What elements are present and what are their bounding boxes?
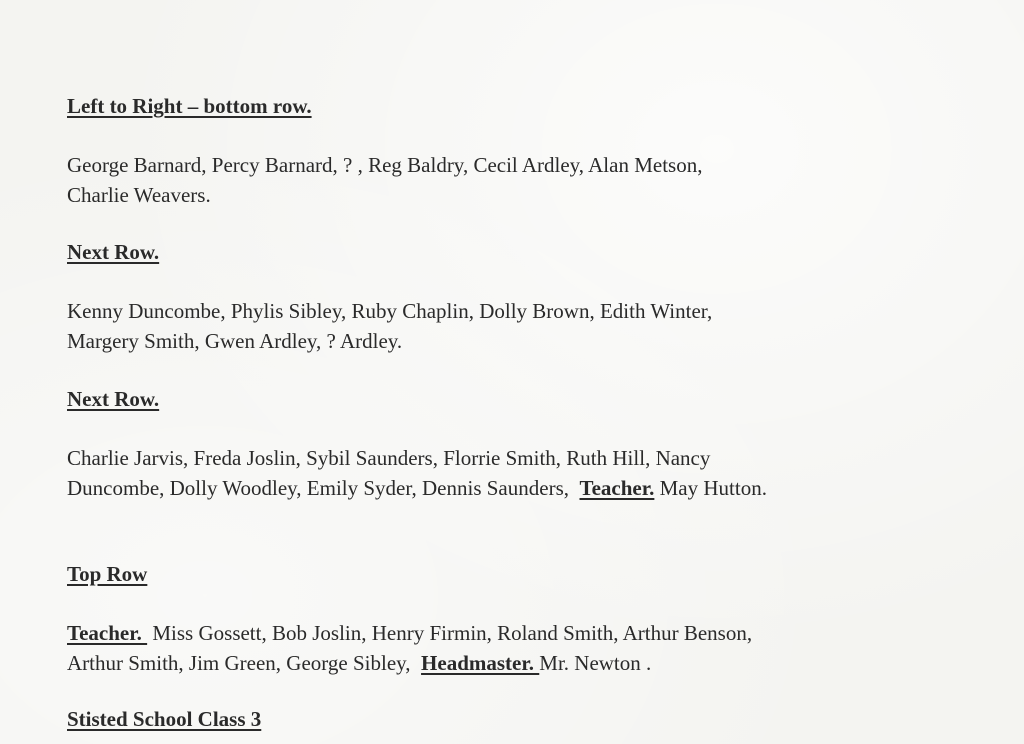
names-line xyxy=(67,473,947,503)
names-line: Kenny Duncombe, Phylis Sibley, Ruby Chaplin, Dolly Brown, Edith Winter, xyxy=(67,299,713,323)
section-heading-next-row-1: Next Row. xyxy=(67,240,160,264)
names-line xyxy=(67,618,947,648)
section-names-bottom-row xyxy=(67,150,947,210)
names-text: Duncombe, Dolly Woodley, Emily Syder, Dennis Saunders, xyxy=(67,476,580,500)
section-heading-next-row-2: Next Row. xyxy=(67,387,160,411)
footer-heading: Stisted School Class 3 xyxy=(67,707,262,731)
section-heading-top-row: Top Row xyxy=(67,562,148,586)
teacher-label: Teacher. xyxy=(67,621,148,645)
names-line: Charlie Weavers. xyxy=(67,183,211,207)
section-names-next-row-2 xyxy=(67,443,947,503)
section-names-next-row-1 xyxy=(67,296,947,356)
names-line xyxy=(67,648,947,678)
names-line: George Barnard, Percy Barnard, ? , Reg Baldry, Cecil Ardley, Alan Metson, xyxy=(67,153,703,177)
section-names-top-row xyxy=(67,618,947,678)
section-heading-bottom-row: Left to Right – bottom row. xyxy=(67,94,312,118)
teacher-label: Teacher. xyxy=(579,476,655,500)
names-text: Arthur Smith, Jim Green, George Sibley, xyxy=(67,651,422,675)
headmaster-label: Headmaster. xyxy=(421,651,540,675)
names-text: Mr. Newton . xyxy=(539,651,652,675)
names-line: Charlie Jarvis, Freda Joslin, Sybil Saunders, Florrie Smith, Ruth Hill, Nancy xyxy=(67,446,711,470)
names-line: Margery Smith, Gwen Ardley, ? Ardley. xyxy=(67,329,403,353)
names-text: Miss Gossett, Bob Joslin, Henry Firmin, Roland Smith, Arthur Benson, xyxy=(147,621,753,645)
names-text: May Hutton. xyxy=(654,476,767,500)
